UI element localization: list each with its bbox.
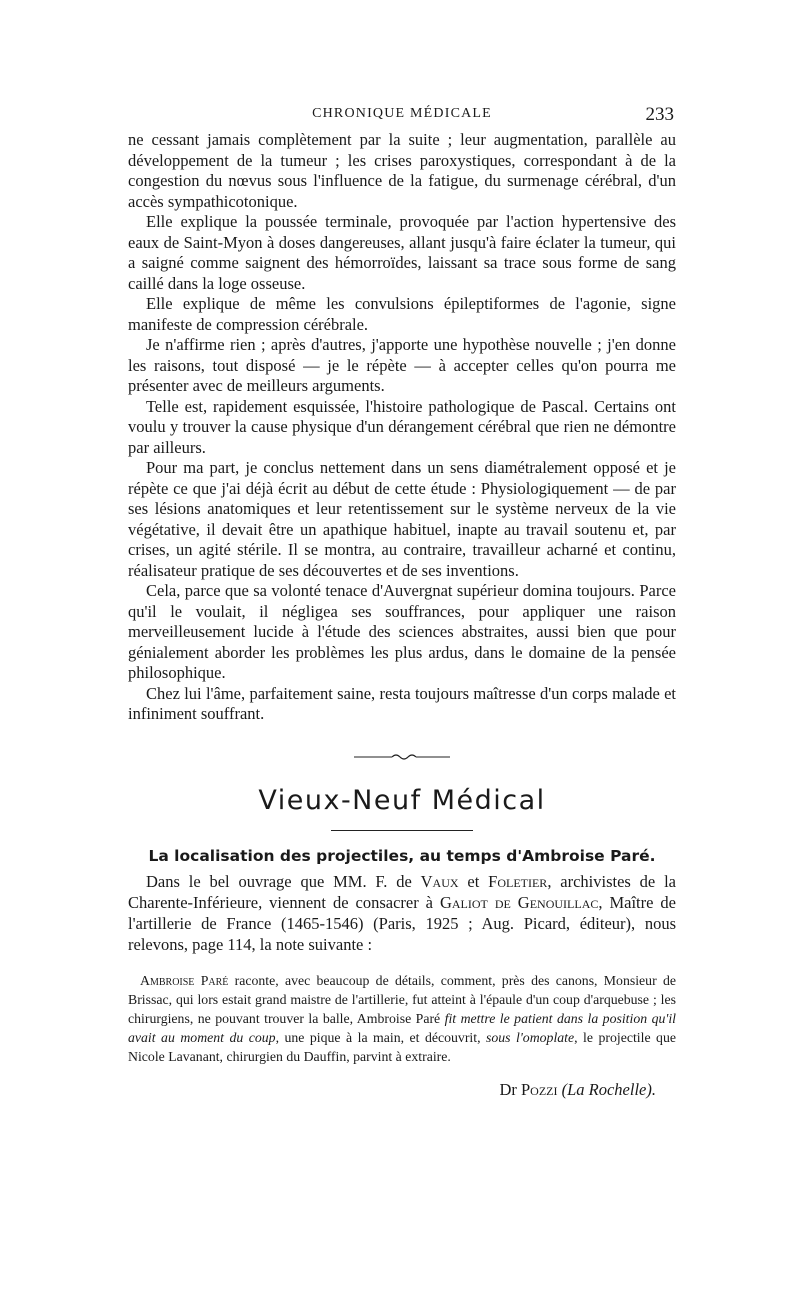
body-text: [128, 130, 676, 725]
signature-name: Pozzi: [520, 1079, 558, 1099]
intro-paragraph: [128, 871, 676, 955]
paragraph: Pour ma part, je conclus nettement dans un sens diamétralement opposé et je répète ce que j'ai déjà écrit au début de cette étude : Physiologiquement — de par ses lésions anatomiques et leur retentissement sur le système nerveux de la vie végétative, il devait être un apathique habituel, inapte au travail soutenu et, par crises, un agité stérile. Il se montra, au contraire, travailleur acharné et continu, réalisateur pratique de ses découvertes et de ses inventions.: [128, 458, 676, 580]
signature: [128, 1080, 676, 1100]
quote-name: Ambroise Paré: [140, 973, 229, 988]
signature-title: Dr: [499, 1079, 517, 1099]
quote-italic: fit mettre le patient dans la position qu'il avait au moment du coup: [128, 1011, 677, 1045]
paragraph: Telle est, rapidement esquissée, l'histoire pathologique de Pascal. Certains ont voulu y trouver la cause physique d'un dérangement cérébral que rien ne démontre par ailleurs.: [128, 396, 676, 457]
subject-name: Galiot de Genouillac: [439, 892, 599, 912]
section-title: Vieux-Neuf Médical: [258, 784, 546, 816]
page-number: 233: [645, 104, 674, 125]
ornament-divider: [354, 753, 450, 761]
intro-text: et: [458, 871, 489, 891]
running-head: [128, 104, 676, 130]
article-heading: La localisation des projectiles, au temps d'Ambroise Paré.: [148, 846, 656, 865]
quote-text: raconte, avec beaucoup de détails, comment, près des canons, Monsieur de Brissac, qui lors estait grand maistre de l'artillerie, fut atteint à l'épaule d'un coup d'arquebuse ; les chirurgiens, ne pouvant trouver la balle, Ambroise Paré: [128, 973, 676, 1026]
page: [128, 104, 676, 1100]
signature-place: (La Rochelle).: [561, 1079, 656, 1099]
paragraph: Chez lui l'âme, parfaitement saine, resta toujours maîtresse d'un corps malade et infiniment souffrant.: [128, 683, 676, 723]
paragraph: Elle explique de même les convulsions épileptiformes de l'agonie, signe manifeste de compression cérébrale.: [128, 294, 676, 334]
quote-text: , le projectile que Nicole Lavanant, chirurgien du Dauffin, parvint à extraire.: [128, 1030, 676, 1064]
quote-italic: sous l'omoplate: [486, 1030, 575, 1045]
intro-text: , Maître de l'artillerie de France (1465-1546) (Paris, 1925 ; Aug. Picard, éditeur), nous relevons, page 114, la note suivante :: [128, 892, 676, 954]
section-title-rule: [331, 830, 473, 831]
paragraph: Elle explique la poussée terminale, provoquée par l'action hypertensive des eaux de Saint-Myon à doses dangereuses, allant jusqu'à faire éclater la tumeur, qui a saigné comme saignent des hémorroïdes, laissant sa trace sous forme de sang caillé dans la loge osseuse.: [128, 212, 676, 293]
author-name: Foletier: [488, 871, 548, 891]
paragraph: Je n'affirme rien ; après d'autres, j'apporte une hypothèse nouvelle ; j'en donne les raisons, tout disposé — je le répète — à accepter celles qu'on pourra me présenter avec de meilleurs arguments.: [128, 335, 676, 395]
intro-text: , archivistes de la Charente-Inférieure, viennent de consacrer à: [128, 871, 676, 912]
quote-text: , une pique à la main, et découvrit,: [275, 1030, 486, 1045]
running-title: CHRONIQUE MÉDICALE: [312, 106, 492, 121]
intro-text: Dans le bel ouvrage que MM. F. de: [146, 871, 421, 891]
paragraph: ne cessant jamais complètement par la suite ; leur augmentation, parallèle au développement de la tumeur ; les crises paroxystiques, correspondant à de la congestion du nœvus sous l'influence de la fatigue, du surmenage cérébral, d'un accès sympathicotonique.: [128, 130, 676, 211]
paragraph: Cela, parce que sa volonté tenace d'Auvergnat supérieur domina toujours. Parce qu'il le voulait, il négligea ses souffrances, pour appliquer une raison merveilleusement lucide à l'étude des sciences abstraites, aussi bien que pour génialement aborder les problèmes les plus ardus, dans le domaine de la pensée philosophique.: [128, 581, 676, 682]
author-name: Vaux: [420, 871, 459, 891]
quoted-note: [128, 971, 676, 1066]
